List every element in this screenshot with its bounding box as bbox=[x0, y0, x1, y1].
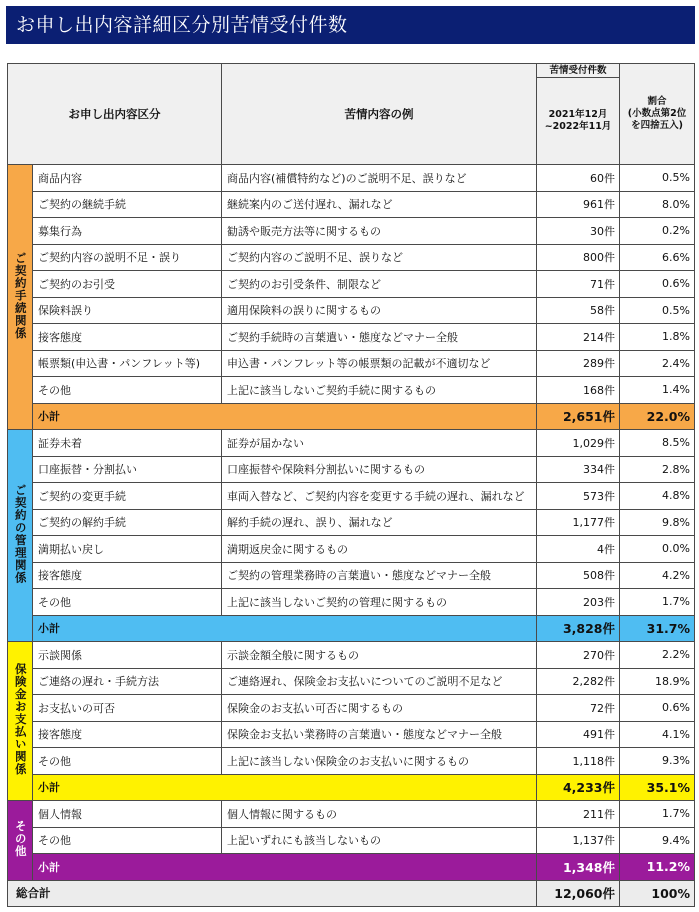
row-example: 解約手続の遅れ、誤り、漏れなど bbox=[222, 509, 537, 536]
category-other bbox=[8, 801, 33, 881]
subtotal-row bbox=[8, 615, 695, 642]
row-ratio: 1.7% bbox=[620, 589, 695, 616]
row-count: 1,177件 bbox=[537, 509, 620, 536]
row-ratio: 0.2% bbox=[620, 218, 695, 245]
table-row bbox=[8, 827, 695, 854]
row-name: その他 bbox=[33, 377, 222, 404]
row-name: ご契約の変更手続 bbox=[33, 483, 222, 510]
row-count: 71件 bbox=[537, 271, 620, 298]
row-example: 上記に該当しないご契約の管理に関するもの bbox=[222, 589, 537, 616]
row-example: 個人情報に関するもの bbox=[222, 801, 537, 828]
row-count: 203件 bbox=[537, 589, 620, 616]
row-ratio: 0.0% bbox=[620, 536, 695, 563]
table-row bbox=[8, 695, 695, 722]
row-name: 帳票類(申込書・パンフレット等) bbox=[33, 350, 222, 377]
row-ratio: 9.4% bbox=[620, 827, 695, 854]
total-count: 12,060件 bbox=[537, 880, 620, 906]
row-name: その他 bbox=[33, 827, 222, 854]
category-payment bbox=[8, 642, 33, 801]
row-ratio: 1.4% bbox=[620, 377, 695, 404]
row-count: 214件 bbox=[537, 324, 620, 351]
table-row bbox=[8, 642, 695, 669]
row-ratio: 0.5% bbox=[620, 165, 695, 192]
row-name: 商品内容 bbox=[33, 165, 222, 192]
row-ratio: 4.2% bbox=[620, 562, 695, 589]
table-row bbox=[8, 377, 695, 404]
row-name: 個人情報 bbox=[33, 801, 222, 828]
row-count: 508件 bbox=[537, 562, 620, 589]
row-name: ご契約内容の説明不足・誤り bbox=[33, 244, 222, 271]
row-ratio: 4.8% bbox=[620, 483, 695, 510]
subtotal-ratio: 35.1% bbox=[620, 774, 695, 801]
row-ratio: 2.4% bbox=[620, 350, 695, 377]
subtotal-count: 4,233件 bbox=[537, 774, 620, 801]
row-ratio: 9.8% bbox=[620, 509, 695, 536]
row-name: 証券未着 bbox=[33, 430, 222, 457]
row-name: 接客態度 bbox=[33, 562, 222, 589]
subtotal-label: 小計 bbox=[33, 615, 537, 642]
row-ratio: 2.2% bbox=[620, 642, 695, 669]
subtotal-label: 小計 bbox=[33, 774, 537, 801]
category-contract-procedure bbox=[8, 165, 33, 430]
category-label: その他 bbox=[13, 820, 28, 858]
row-count: 289件 bbox=[537, 350, 620, 377]
row-ratio: 0.5% bbox=[620, 297, 695, 324]
row-name: 口座振替・分割払い bbox=[33, 456, 222, 483]
subtotal-count: 3,828件 bbox=[537, 615, 620, 642]
row-name: お支払いの可否 bbox=[33, 695, 222, 722]
row-count: 168件 bbox=[537, 377, 620, 404]
row-example: 継続案内のご送付遅れ、漏れなど bbox=[222, 191, 537, 218]
table-row bbox=[8, 350, 695, 377]
row-ratio: 1.7% bbox=[620, 801, 695, 828]
header-period-line1: 2021年12月 bbox=[548, 109, 608, 121]
row-example: 上記に該当しないご契約手続に関するもの bbox=[222, 377, 537, 404]
category-label: ご契約手続関係 bbox=[13, 251, 28, 340]
table-row bbox=[8, 165, 695, 192]
row-example: 口座振替や保険料分割払いに関するもの bbox=[222, 456, 537, 483]
subtotal-row bbox=[8, 774, 695, 801]
row-example: 保険金のお支払い可否に関するもの bbox=[222, 695, 537, 722]
category-label: 保険金お支払い関係 bbox=[13, 663, 28, 776]
row-name: 保険料誤り bbox=[33, 297, 222, 324]
table-row bbox=[8, 748, 695, 775]
row-count: 72件 bbox=[537, 695, 620, 722]
row-count: 30件 bbox=[537, 218, 620, 245]
subtotal-ratio: 22.0% bbox=[620, 403, 695, 430]
row-count: 334件 bbox=[537, 456, 620, 483]
row-count: 2,282件 bbox=[537, 668, 620, 695]
subtotal-label: 小計 bbox=[33, 854, 537, 881]
header-ratio-line1: 割合 bbox=[647, 96, 667, 108]
row-name: ご連絡の遅れ・手続方法 bbox=[33, 668, 222, 695]
row-name: 募集行為 bbox=[33, 218, 222, 245]
table-row bbox=[8, 271, 695, 298]
row-example: ご契約の管理業務時の言葉遣い・態度などマナー全般 bbox=[222, 562, 537, 589]
header-example: 苦情内容の例 bbox=[222, 64, 537, 165]
row-count: 800件 bbox=[537, 244, 620, 271]
row-example: ご契約内容のご説明不足、誤りなど bbox=[222, 244, 537, 271]
row-name: ご契約の継続手続 bbox=[33, 191, 222, 218]
row-count: 211件 bbox=[537, 801, 620, 828]
subtotal-count: 2,651件 bbox=[537, 403, 620, 430]
total-row bbox=[8, 880, 695, 906]
subtotal-count: 1,348件 bbox=[537, 854, 620, 881]
row-ratio: 1.8% bbox=[620, 324, 695, 351]
row-name: ご契約のお引受 bbox=[33, 271, 222, 298]
row-ratio: 4.1% bbox=[620, 721, 695, 748]
total-label: 総合計 bbox=[8, 880, 537, 906]
table-row bbox=[8, 589, 695, 616]
row-count: 60件 bbox=[537, 165, 620, 192]
table-row bbox=[8, 430, 695, 457]
header-category: お申し出内容区分 bbox=[8, 64, 222, 165]
header-ratio bbox=[620, 64, 695, 165]
table-row bbox=[8, 244, 695, 271]
row-name: 接客態度 bbox=[33, 721, 222, 748]
row-name: 満期払い戻し bbox=[33, 536, 222, 563]
table-row bbox=[8, 191, 695, 218]
row-name: その他 bbox=[33, 589, 222, 616]
table-row bbox=[8, 218, 695, 245]
row-count: 573件 bbox=[537, 483, 620, 510]
row-example: 保険金お支払い業務時の言葉遣い・態度などマナー全般 bbox=[222, 721, 537, 748]
row-ratio: 9.3% bbox=[620, 748, 695, 775]
row-count: 1,029件 bbox=[537, 430, 620, 457]
table-row bbox=[8, 536, 695, 563]
category-label: ご契約の管理関係 bbox=[13, 484, 28, 584]
table-row bbox=[8, 721, 695, 748]
row-example: ご契約手続時の言葉遣い・態度などマナー全般 bbox=[222, 324, 537, 351]
row-example: 車両入替など、ご契約内容を変更する手続の遅れ、漏れなど bbox=[222, 483, 537, 510]
header-period-line2: ~2022年11月 bbox=[544, 121, 612, 132]
subtotal-ratio: 31.7% bbox=[620, 615, 695, 642]
subtotal-ratio: 11.2% bbox=[620, 854, 695, 881]
table-row bbox=[8, 297, 695, 324]
header-ratio-line3: を四捨五入) bbox=[631, 119, 683, 131]
row-example: 上記に該当しない保険金のお支払いに関するもの bbox=[222, 748, 537, 775]
row-ratio: 0.6% bbox=[620, 271, 695, 298]
header-row-top bbox=[8, 64, 695, 78]
table-row bbox=[8, 801, 695, 828]
category-contract-management bbox=[8, 430, 33, 642]
row-example: 商品内容(補償特約など)のご説明不足、誤りなど bbox=[222, 165, 537, 192]
row-count: 961件 bbox=[537, 191, 620, 218]
row-ratio: 18.9% bbox=[620, 668, 695, 695]
row-example: 申込書・パンフレット等の帳票類の記載が不適切など bbox=[222, 350, 537, 377]
row-example: 満期返戻金に関するもの bbox=[222, 536, 537, 563]
header-ratio-line2: (小数点第2位 bbox=[627, 108, 687, 120]
subtotal-row bbox=[8, 403, 695, 430]
row-ratio: 2.8% bbox=[620, 456, 695, 483]
row-ratio: 6.6% bbox=[620, 244, 695, 271]
row-count: 270件 bbox=[537, 642, 620, 669]
table-row bbox=[8, 483, 695, 510]
row-ratio: 8.0% bbox=[620, 191, 695, 218]
row-name: ご契約の解約手続 bbox=[33, 509, 222, 536]
row-ratio: 0.6% bbox=[620, 695, 695, 722]
table-row bbox=[8, 562, 695, 589]
page-title: お申し出内容詳細区分別苦情受付件数 bbox=[6, 6, 695, 44]
row-count: 491件 bbox=[537, 721, 620, 748]
row-count: 1,137件 bbox=[537, 827, 620, 854]
row-example: 適用保険料の誤りに関するもの bbox=[222, 297, 537, 324]
row-ratio: 8.5% bbox=[620, 430, 695, 457]
row-example: ご契約のお引受条件、制限など bbox=[222, 271, 537, 298]
subtotal-label: 小計 bbox=[33, 403, 537, 430]
row-name: その他 bbox=[33, 748, 222, 775]
header-count-group: 苦情受付件数 bbox=[537, 64, 620, 78]
row-example: 勧誘や販売方法等に関するもの bbox=[222, 218, 537, 245]
table-row bbox=[8, 668, 695, 695]
row-name: 示談関係 bbox=[33, 642, 222, 669]
row-example: ご連絡遅れ、保険金お支払いについてのご説明不足など bbox=[222, 668, 537, 695]
complaints-table bbox=[7, 63, 695, 907]
row-example: 証券が届かない bbox=[222, 430, 537, 457]
row-example: 上記いずれにも該当しないもの bbox=[222, 827, 537, 854]
row-count: 58件 bbox=[537, 297, 620, 324]
header-period bbox=[537, 78, 620, 165]
table-row bbox=[8, 509, 695, 536]
row-count: 1,118件 bbox=[537, 748, 620, 775]
row-example: 示談金額全般に関するもの bbox=[222, 642, 537, 669]
row-count: 4件 bbox=[537, 536, 620, 563]
table-row bbox=[8, 456, 695, 483]
subtotal-row bbox=[8, 854, 695, 881]
table-row bbox=[8, 324, 695, 351]
row-name: 接客態度 bbox=[33, 324, 222, 351]
total-ratio: 100% bbox=[620, 880, 695, 906]
